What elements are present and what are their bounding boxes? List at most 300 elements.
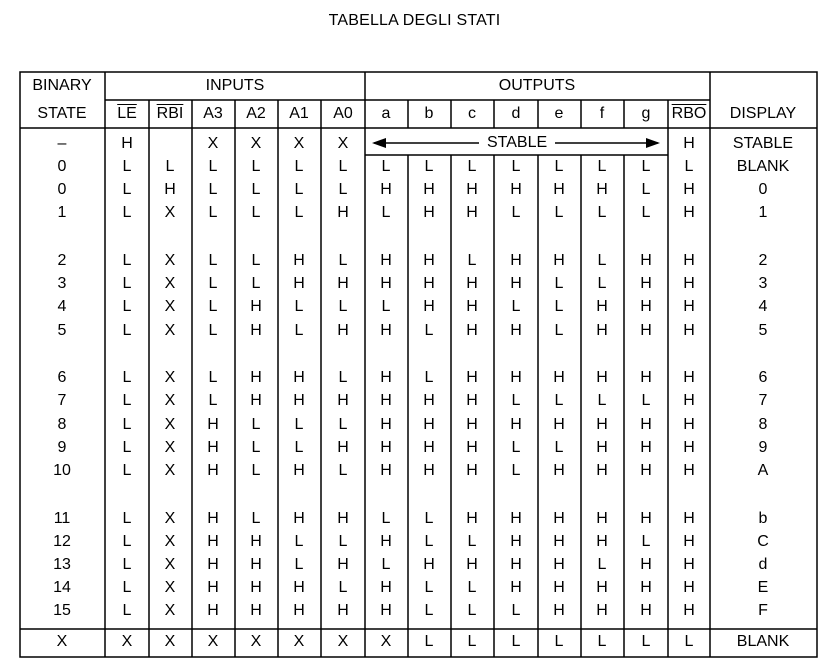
row-output: L bbox=[641, 181, 651, 198]
row-output: L bbox=[381, 298, 391, 315]
page-title: TABELLA DEGLI STATI bbox=[328, 12, 501, 29]
row-input: H bbox=[293, 579, 305, 596]
row-input: L bbox=[338, 462, 348, 479]
row-output: H bbox=[510, 252, 522, 269]
last-input: X bbox=[164, 633, 176, 650]
row-input: L bbox=[208, 369, 218, 386]
row-input: L bbox=[208, 252, 218, 269]
row-output: H bbox=[380, 462, 392, 479]
row-output: H bbox=[553, 369, 565, 386]
row-input: L bbox=[122, 392, 132, 409]
row-input: H bbox=[250, 579, 262, 596]
row-output: H bbox=[466, 298, 478, 315]
row-output: H bbox=[596, 462, 608, 479]
row-output: H bbox=[683, 322, 695, 339]
header-outputs: OUTPUTS bbox=[498, 77, 576, 94]
stable-input: X bbox=[337, 135, 349, 152]
row-state: 1 bbox=[57, 204, 67, 221]
row-display: C bbox=[757, 533, 769, 550]
row-output: H bbox=[596, 369, 608, 386]
row-output: H bbox=[553, 252, 565, 269]
row-display: d bbox=[758, 556, 768, 573]
row-output: H bbox=[380, 416, 392, 433]
row-input: H bbox=[337, 556, 349, 573]
row-state: 7 bbox=[57, 392, 67, 409]
row-output: H bbox=[683, 275, 695, 292]
row-output: L bbox=[511, 158, 521, 175]
row-input: L bbox=[338, 158, 348, 175]
row-input: L bbox=[251, 252, 261, 269]
row-output: H bbox=[466, 510, 478, 527]
header-input-rbi: $\overline{RBI}$ bbox=[156, 105, 184, 122]
row-input: X bbox=[164, 298, 176, 315]
row-output: H bbox=[683, 298, 695, 315]
row-input: L bbox=[338, 369, 348, 386]
row-output: H bbox=[596, 298, 608, 315]
row-output: H bbox=[596, 439, 608, 456]
row-state: 13 bbox=[53, 556, 71, 573]
row-state: 15 bbox=[53, 602, 71, 619]
row-input: L bbox=[251, 416, 261, 433]
last-input: X bbox=[337, 633, 349, 650]
row-input: L bbox=[251, 510, 261, 527]
row-state: 8 bbox=[57, 416, 67, 433]
row-output: H bbox=[640, 556, 652, 573]
row-input: H bbox=[337, 275, 349, 292]
row-input: H bbox=[207, 439, 219, 456]
row-input: L bbox=[122, 181, 132, 198]
row-output: L bbox=[554, 275, 564, 292]
row-output: H bbox=[683, 510, 695, 527]
row-input: X bbox=[164, 510, 176, 527]
row-output: H bbox=[466, 275, 478, 292]
row-output: H bbox=[553, 579, 565, 596]
row-output: H bbox=[640, 579, 652, 596]
row-output: L bbox=[597, 158, 607, 175]
row-input: X bbox=[164, 533, 176, 550]
header-output-c: c bbox=[468, 105, 476, 122]
row-input: H bbox=[207, 602, 219, 619]
row-output: H bbox=[510, 322, 522, 339]
row-input: L bbox=[338, 579, 348, 596]
row-input: L bbox=[294, 298, 304, 315]
row-state: 10 bbox=[53, 462, 71, 479]
row-output: H bbox=[466, 392, 478, 409]
row-input: H bbox=[164, 181, 176, 198]
row-input: H bbox=[293, 369, 305, 386]
row-input: X bbox=[164, 579, 176, 596]
row-output: H bbox=[596, 602, 608, 619]
row-output: H bbox=[596, 322, 608, 339]
last-output: L bbox=[511, 633, 521, 650]
row-output: H bbox=[466, 369, 478, 386]
row-state: 3 bbox=[57, 275, 67, 292]
row-output: H bbox=[423, 392, 435, 409]
row-display: E bbox=[757, 579, 769, 596]
row-output: L bbox=[381, 158, 391, 175]
row-output: H bbox=[510, 510, 522, 527]
row-input: H bbox=[293, 602, 305, 619]
row-input: X bbox=[164, 252, 176, 269]
row-output: H bbox=[640, 298, 652, 315]
row-output: L bbox=[554, 204, 564, 221]
last-output: L bbox=[641, 633, 651, 650]
row-output: H bbox=[683, 533, 695, 550]
row-display: 1 bbox=[758, 204, 768, 221]
row-output: L bbox=[554, 392, 564, 409]
row-output: H bbox=[553, 462, 565, 479]
last-input: X bbox=[207, 633, 219, 650]
header-output-b: b bbox=[424, 105, 434, 122]
row-input: X bbox=[164, 416, 176, 433]
row-input: L bbox=[251, 204, 261, 221]
row-output: H bbox=[510, 533, 522, 550]
row-input: L bbox=[122, 275, 132, 292]
row-input: L bbox=[294, 181, 304, 198]
row-output: L bbox=[511, 462, 521, 479]
row-output: L bbox=[381, 204, 391, 221]
row-output: H bbox=[596, 181, 608, 198]
header-output-g: g bbox=[641, 105, 651, 122]
row-display: 8 bbox=[758, 416, 768, 433]
row-input: H bbox=[250, 369, 262, 386]
row-input: H bbox=[250, 602, 262, 619]
row-input: L bbox=[251, 462, 261, 479]
row-display: 5 bbox=[758, 322, 768, 339]
row-state: 11 bbox=[53, 510, 71, 527]
header-input-a2: A2 bbox=[246, 105, 266, 122]
row-input: L bbox=[122, 579, 132, 596]
row-input: L bbox=[208, 322, 218, 339]
row-output: H bbox=[640, 369, 652, 386]
row-output: H bbox=[640, 275, 652, 292]
row-input: H bbox=[207, 510, 219, 527]
row-output: L bbox=[511, 204, 521, 221]
row-output: H bbox=[596, 510, 608, 527]
row-output: H bbox=[683, 579, 695, 596]
row-output: H bbox=[466, 462, 478, 479]
row-input: H bbox=[337, 392, 349, 409]
row-output: H bbox=[466, 204, 478, 221]
row-input: X bbox=[164, 556, 176, 573]
row-output: H bbox=[683, 556, 695, 573]
stable-state: – bbox=[57, 135, 67, 152]
row-input: L bbox=[208, 181, 218, 198]
row-output: H bbox=[423, 416, 435, 433]
row-output: H bbox=[510, 556, 522, 573]
last-output: L bbox=[554, 633, 564, 650]
row-input: L bbox=[122, 158, 132, 175]
row-input: L bbox=[122, 439, 132, 456]
row-input: L bbox=[294, 533, 304, 550]
header-output-e: e bbox=[554, 105, 564, 122]
row-output: H bbox=[640, 416, 652, 433]
row-output: L bbox=[684, 158, 694, 175]
row-output: L bbox=[424, 369, 434, 386]
row-output: L bbox=[597, 204, 607, 221]
last-output: L bbox=[467, 633, 477, 650]
row-input: H bbox=[250, 392, 262, 409]
row-output: H bbox=[683, 392, 695, 409]
row-output: H bbox=[380, 181, 392, 198]
row-input: L bbox=[251, 181, 261, 198]
row-display: F bbox=[758, 602, 768, 619]
header-input-a3: A3 bbox=[203, 105, 223, 122]
row-output: L bbox=[424, 510, 434, 527]
row-output: H bbox=[683, 462, 695, 479]
header-output-f: f bbox=[599, 105, 605, 122]
row-output: L bbox=[467, 533, 477, 550]
header-output-rbo: $\overline{RBO}$ bbox=[671, 105, 707, 122]
row-input: L bbox=[338, 298, 348, 315]
row-output: H bbox=[380, 579, 392, 596]
row-input: L bbox=[122, 416, 132, 433]
row-output: L bbox=[554, 439, 564, 456]
header-binary: BINARY bbox=[32, 77, 92, 94]
row-output: L bbox=[381, 510, 391, 527]
row-output: H bbox=[640, 462, 652, 479]
stable-label: STABLE bbox=[479, 133, 555, 153]
row-output: H bbox=[423, 298, 435, 315]
row-input: H bbox=[337, 602, 349, 619]
row-input: L bbox=[294, 158, 304, 175]
row-output: L bbox=[597, 252, 607, 269]
row-output: L bbox=[511, 602, 521, 619]
row-output: H bbox=[683, 204, 695, 221]
row-output: H bbox=[683, 602, 695, 619]
row-input: L bbox=[122, 533, 132, 550]
row-output: L bbox=[641, 158, 651, 175]
row-output: L bbox=[641, 392, 651, 409]
row-input: L bbox=[165, 158, 175, 175]
row-state: 12 bbox=[53, 533, 71, 550]
row-output: H bbox=[510, 369, 522, 386]
row-state: 0 bbox=[57, 158, 67, 175]
row-state: 9 bbox=[57, 439, 67, 456]
row-output: H bbox=[380, 252, 392, 269]
last-output: L bbox=[684, 633, 694, 650]
row-input: H bbox=[293, 510, 305, 527]
row-input: L bbox=[251, 158, 261, 175]
row-output: L bbox=[641, 533, 651, 550]
row-output: L bbox=[554, 322, 564, 339]
row-display: 2 bbox=[758, 252, 768, 269]
row-display: 4 bbox=[758, 298, 768, 315]
row-state: 4 bbox=[57, 298, 67, 315]
row-output: L bbox=[511, 298, 521, 315]
row-input: L bbox=[122, 556, 132, 573]
row-input: L bbox=[294, 439, 304, 456]
row-output: H bbox=[683, 369, 695, 386]
last-output: L bbox=[424, 633, 434, 650]
row-input: X bbox=[164, 322, 176, 339]
row-output: L bbox=[641, 204, 651, 221]
row-input: H bbox=[207, 579, 219, 596]
last-display: BLANK bbox=[736, 633, 790, 650]
row-output: H bbox=[596, 416, 608, 433]
row-output: H bbox=[683, 181, 695, 198]
last-input: X bbox=[293, 633, 305, 650]
row-state: 2 bbox=[57, 252, 67, 269]
row-output: L bbox=[597, 556, 607, 573]
row-output: H bbox=[423, 462, 435, 479]
row-input: X bbox=[164, 369, 176, 386]
row-input: L bbox=[208, 392, 218, 409]
row-output: H bbox=[380, 392, 392, 409]
row-output: L bbox=[467, 602, 477, 619]
row-output: H bbox=[640, 602, 652, 619]
header-input-a1: A1 bbox=[289, 105, 309, 122]
row-output: H bbox=[553, 181, 565, 198]
row-input: H bbox=[250, 556, 262, 573]
row-input: L bbox=[122, 252, 132, 269]
stable-input: H bbox=[121, 135, 133, 152]
row-input: H bbox=[337, 204, 349, 221]
row-input: L bbox=[294, 416, 304, 433]
row-output: H bbox=[553, 556, 565, 573]
row-input: L bbox=[208, 158, 218, 175]
row-input: L bbox=[122, 322, 132, 339]
row-output: H bbox=[466, 556, 478, 573]
header-state: STATE bbox=[37, 105, 87, 122]
row-input: H bbox=[250, 533, 262, 550]
header-output-d: d bbox=[511, 105, 521, 122]
row-input: L bbox=[122, 462, 132, 479]
row-input: L bbox=[294, 322, 304, 339]
row-output: H bbox=[466, 439, 478, 456]
row-output: L bbox=[554, 158, 564, 175]
row-input: L bbox=[208, 275, 218, 292]
row-output: H bbox=[553, 602, 565, 619]
row-input: L bbox=[122, 602, 132, 619]
last-input: X bbox=[121, 633, 133, 650]
header-inputs: INPUTS bbox=[205, 77, 265, 94]
row-output: H bbox=[553, 533, 565, 550]
row-output: L bbox=[424, 579, 434, 596]
row-output: L bbox=[554, 298, 564, 315]
row-output: H bbox=[466, 322, 478, 339]
row-output: H bbox=[640, 510, 652, 527]
row-output: H bbox=[380, 369, 392, 386]
row-output: H bbox=[640, 322, 652, 339]
row-output: L bbox=[424, 322, 434, 339]
row-input: L bbox=[338, 416, 348, 433]
row-input: X bbox=[164, 275, 176, 292]
row-output: H bbox=[683, 252, 695, 269]
header-input-le: $\overline{LE}$ bbox=[117, 105, 137, 122]
row-output: L bbox=[467, 252, 477, 269]
row-display: A bbox=[757, 462, 769, 479]
row-input: H bbox=[337, 322, 349, 339]
header-display: DISPLAY bbox=[729, 105, 797, 122]
row-state: 14 bbox=[53, 579, 71, 596]
row-input: L bbox=[251, 439, 261, 456]
row-input: X bbox=[164, 462, 176, 479]
row-output: H bbox=[380, 439, 392, 456]
row-state: 0 bbox=[57, 181, 67, 198]
row-output: H bbox=[380, 533, 392, 550]
row-input: H bbox=[250, 322, 262, 339]
row-input: H bbox=[293, 252, 305, 269]
row-input: L bbox=[338, 181, 348, 198]
row-output: L bbox=[597, 275, 607, 292]
row-output: H bbox=[466, 181, 478, 198]
row-output: H bbox=[596, 533, 608, 550]
row-output: H bbox=[423, 439, 435, 456]
row-output: H bbox=[380, 602, 392, 619]
row-input: L bbox=[122, 510, 132, 527]
row-output: H bbox=[380, 275, 392, 292]
row-input: L bbox=[338, 252, 348, 269]
row-output: H bbox=[596, 579, 608, 596]
row-display: BLANK bbox=[736, 158, 790, 175]
row-output: L bbox=[381, 556, 391, 573]
row-input: X bbox=[164, 392, 176, 409]
row-display: 6 bbox=[758, 369, 768, 386]
row-output: H bbox=[640, 439, 652, 456]
row-input: H bbox=[293, 462, 305, 479]
header-input-a0: A0 bbox=[333, 105, 353, 122]
row-output: H bbox=[423, 252, 435, 269]
row-display: 7 bbox=[758, 392, 768, 409]
row-output: H bbox=[553, 510, 565, 527]
row-display: 3 bbox=[758, 275, 768, 292]
row-input: L bbox=[122, 298, 132, 315]
last-state: X bbox=[56, 633, 68, 650]
row-output: L bbox=[424, 158, 434, 175]
row-input: H bbox=[207, 416, 219, 433]
header-output-a: a bbox=[381, 105, 391, 122]
row-display: 9 bbox=[758, 439, 768, 456]
row-output: H bbox=[423, 556, 435, 573]
row-output: L bbox=[424, 602, 434, 619]
row-output: H bbox=[510, 579, 522, 596]
row-input: L bbox=[294, 556, 304, 573]
row-input: X bbox=[164, 439, 176, 456]
row-output: H bbox=[423, 275, 435, 292]
row-output: H bbox=[466, 416, 478, 433]
row-input: H bbox=[293, 392, 305, 409]
row-input: L bbox=[122, 204, 132, 221]
row-input: X bbox=[164, 602, 176, 619]
row-input: L bbox=[294, 204, 304, 221]
row-output: H bbox=[510, 416, 522, 433]
last-output: L bbox=[597, 633, 607, 650]
row-output: L bbox=[597, 392, 607, 409]
row-output: L bbox=[511, 439, 521, 456]
row-display: 0 bbox=[758, 181, 768, 198]
row-output: L bbox=[467, 158, 477, 175]
row-input: H bbox=[207, 462, 219, 479]
row-output: L bbox=[467, 579, 477, 596]
row-input: L bbox=[122, 369, 132, 386]
row-input: L bbox=[208, 298, 218, 315]
stable-input: X bbox=[293, 135, 305, 152]
row-input: L bbox=[338, 533, 348, 550]
row-output: H bbox=[683, 416, 695, 433]
last-input: X bbox=[250, 633, 262, 650]
row-output: H bbox=[510, 275, 522, 292]
row-output: H bbox=[640, 252, 652, 269]
row-output: L bbox=[511, 392, 521, 409]
row-input: H bbox=[250, 298, 262, 315]
row-input: H bbox=[337, 439, 349, 456]
row-input: H bbox=[207, 556, 219, 573]
row-state: 6 bbox=[57, 369, 67, 386]
row-input: L bbox=[251, 275, 261, 292]
stable-rbo: H bbox=[683, 135, 695, 152]
row-output: H bbox=[423, 204, 435, 221]
